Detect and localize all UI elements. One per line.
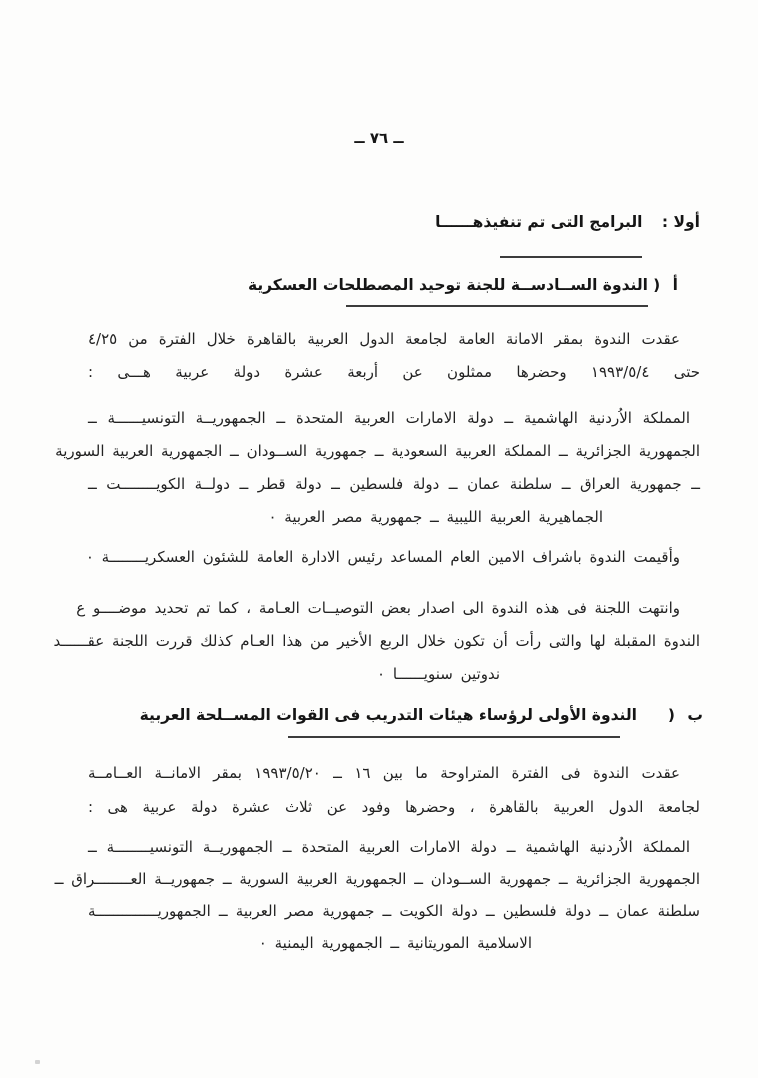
section-a-supervision-paragraph [85,541,700,574]
page-number: ــ ٧٦ ــ [354,129,404,147]
paragraph-line: حتى ١٩٩٣/٥/٤ وحضرها ممثلون عن أربعة عشرة دولة عربية هـــى : [88,363,700,381]
country-list-line: الجماهيرية العربية الليبية ــ جمهورية مصر العربية ٠ [268,508,603,526]
section-a-opening-paragraph [88,323,700,389]
document-title: البرامج التى تم تنفيذهــــــا [435,213,643,231]
country-list-line: الجمهورية الجزائرية ــ المملكة العربية السعودية ــ جمهورية الســودان ــ الجمهورية العربية السورية [55,442,700,460]
section-a-marker-letter: أ [672,276,678,294]
paragraph-line: عقدت الندوة بمقر الامانة العامة لجامعة الدول العربية بالقاهرة خلال الفترة من ٤/٢٥ [88,330,680,348]
section-a-heading-underline [346,305,648,307]
country-list-line: المملكة الاُردنية الهاشمية ــ دولة الامارات العربية المتحدة ــ الجمهوريــة التونسيــــــــة ــ [88,838,690,856]
country-list-line: سلطنة عمان ــ دولة فلسطين ــ دولة الكويت ــ جمهورية مصر العربية ــ الجمهوريــــــــــــــة [88,902,700,920]
section-b-opening-paragraph [88,756,700,824]
title-label: أولا : [661,213,700,231]
paragraph-line: وانتهت اللجنة فى هذه الندوة الى اصدار بعض التوصيــات العـامة ، كما تم تحديد موضــــو ع [76,599,680,617]
section-b-marker [668,706,703,724]
section-b-marker-paren: ) [667,706,676,724]
section-a-country-list [55,402,700,534]
section-a-heading: الندوة الســادســة للجنة توحيد المصطلحات العسكرية [247,276,648,294]
paragraph-line: لجامعة الدول العربية بالقاهرة ، وحضرها وفود عن ثلاث عشرة دولة عربية هى : [88,798,700,816]
paragraph-line: الندوة المقبلة لها والتى رأت أن تكون خلال الربع الأخير من هذا العـام كذلك قررت اللجنة عقــــــد [53,632,700,650]
scan-artifact-dot [35,1060,40,1064]
paragraph-line: عقدت الندوة فى الفترة المتراوحة ما بين ١٦ ــ ١٩٩٣/٥/٢٠ بمقر الامانــة العــامــة [88,764,680,782]
document-title-line [435,213,700,231]
paragraph-line: ندوتين سنويــــــا ٠ [377,665,500,683]
section-a-marker-paren: ) [653,276,661,294]
country-list-line: الاسلامية الموريتانية ــ الجمهورية اليمنية ٠ [258,934,532,952]
section-a-conclusion-paragraph [53,592,700,691]
section-b-heading: الندوة الأولى لرؤساء هيئات التدريب فى القوات المســلحة العربية [139,706,637,724]
country-list-line: ــ جمهورية العراق ــ سلطنة عمان ــ دولة فلسطين ــ دولة قطر ــ دولــة الكويــــــــت ــ [88,475,700,493]
country-list-line: المملكة الاُردنية الهاشمية ــ دولة الامارات العربية المتحدة ــ الجمهوريــة التونسيــــــة ــ [88,409,690,427]
title-underline [500,256,642,258]
country-list-line: الجمهورية الجزائرية ــ جمهورية الســودان ــ الجمهورية العربية السورية ــ جمهوريــة العــــــــراق ــ [54,870,700,888]
section-b-heading-underline [288,736,620,738]
paragraph-line: وأقيمت الندوة باشراف الامين العام المساعد رئيس الادارة العامة للشئون العسكريــــــــة ٠ [85,548,680,566]
section-b-country-list [54,831,700,959]
section-b-marker-letter: ب [687,706,703,724]
section-a-marker [653,276,678,294]
